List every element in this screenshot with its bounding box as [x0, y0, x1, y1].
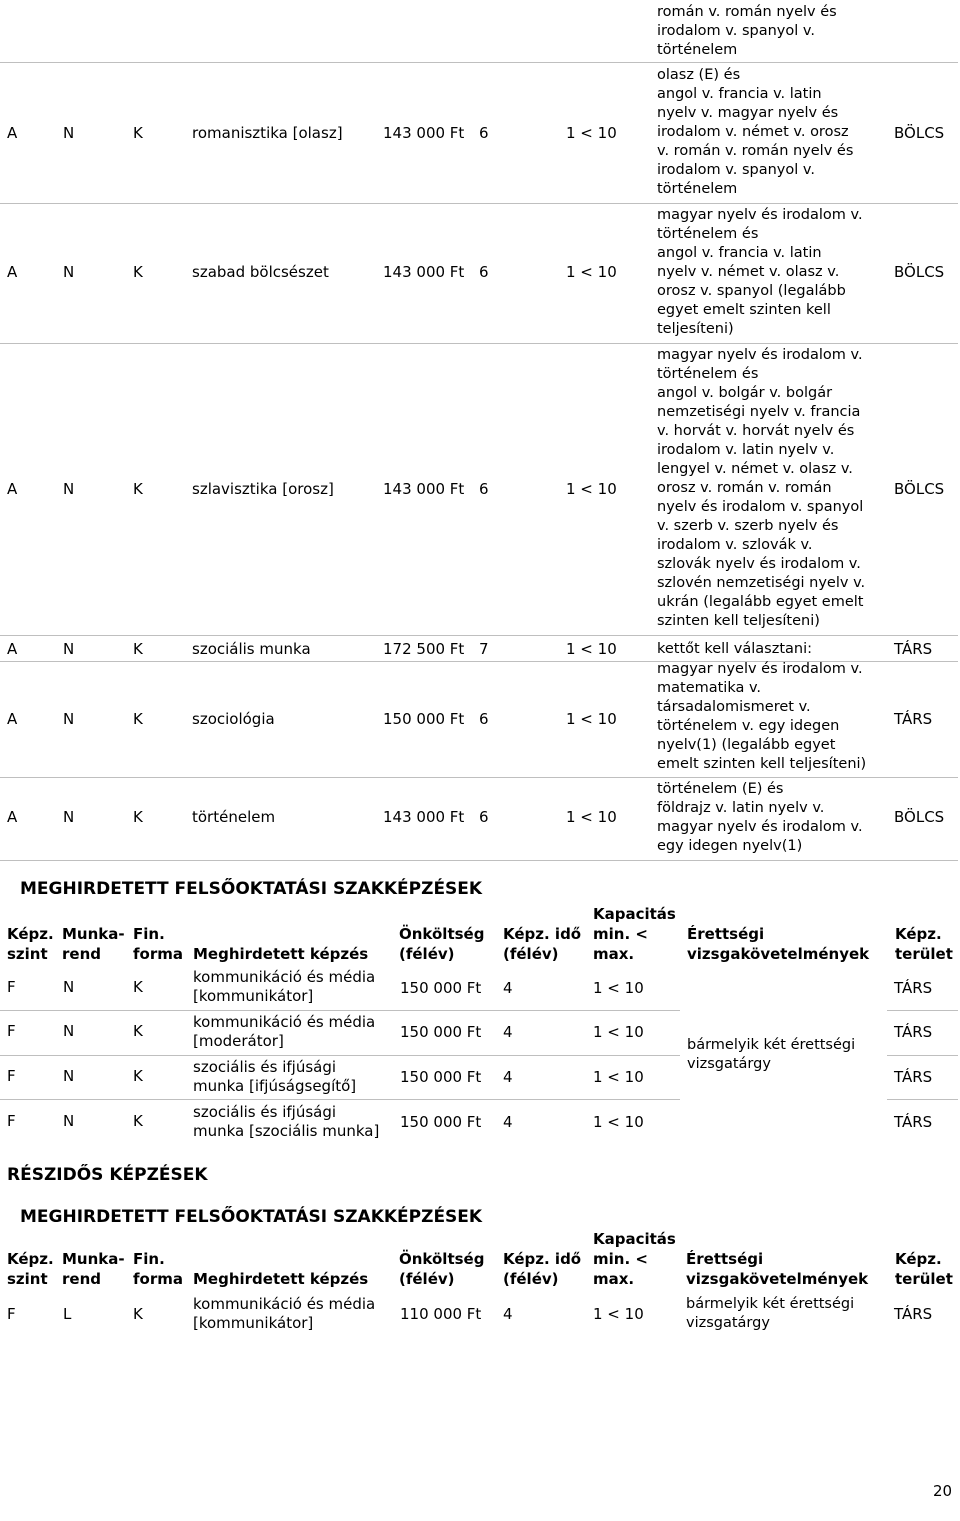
row-divider: [887, 1010, 958, 1011]
cell-szint: A: [7, 263, 18, 281]
cell-time: 6: [479, 480, 489, 498]
header-capacity: Kapacitás min. < max.: [593, 1230, 676, 1288]
cell-capacity: 1 < 10: [566, 710, 617, 728]
cell-requirements: bármelyik két érettségi vizsgatárgy: [686, 1296, 855, 1331]
cell-time: 6: [479, 808, 489, 826]
row-divider: [0, 203, 958, 204]
cell-fin: K: [133, 263, 143, 281]
cell-fin: K: [133, 808, 143, 826]
cell-fin: K: [133, 1067, 143, 1085]
header-munkarend: Munka- rend: [62, 925, 125, 963]
header-szint: Képz. szint: [7, 1250, 54, 1288]
cell-cost: 150 000 Ft: [383, 710, 465, 728]
cell-area: TÁRS: [894, 640, 933, 658]
cell-cost: 150 000 Ft: [400, 979, 482, 997]
row-divider: [0, 62, 958, 63]
cell-cost: 143 000 Ft: [383, 124, 465, 142]
cell-capacity: 1 < 10: [566, 480, 617, 498]
row-divider: [0, 635, 958, 636]
cell-program-name: történelem: [192, 808, 276, 826]
cell-munkarend: N: [63, 978, 75, 996]
cell-time: 4: [503, 1305, 513, 1323]
cell-time: 6: [479, 263, 489, 281]
cell-program-name: kommunikáció és média [kommunikátor]: [193, 1295, 376, 1332]
row-divider: [0, 1099, 680, 1100]
cell-munkarend: N: [63, 710, 75, 728]
header-area: Képz. terület: [895, 925, 953, 963]
cell-time: 4: [503, 1113, 513, 1131]
page-number: 20: [933, 1482, 953, 1500]
shared-requirements: bármelyik két érettségi vizsgatárgy: [687, 1037, 856, 1072]
cell-capacity: 1 < 10: [593, 1023, 644, 1041]
section-title: MEGHIRDETETT FELSŐOKTATÁSI SZAKKÉPZÉSEK: [20, 1207, 483, 1227]
cell-program-name: szabad bölcsészet: [192, 263, 329, 281]
cell-szint: F: [7, 1305, 16, 1323]
header-cost: Önköltség (félév): [399, 925, 485, 963]
cell-time: 7: [479, 640, 489, 658]
cell-requirements: magyar nyelv és irodalom v. történelem és angol v. francia v. latin nyelv v. német v. olasz v. orosz v. spanyol (legalább egyet emelt szinten kell teljesíteni): [657, 207, 863, 337]
cell-cost: 150 000 Ft: [400, 1068, 482, 1086]
header-program: Meghirdetett képzés: [193, 1270, 369, 1288]
cell-munkarend: N: [63, 124, 75, 142]
cell-time: 4: [503, 979, 513, 997]
cell-area: BÖLCS: [894, 124, 945, 142]
header-time: Képz. idő (félév): [503, 1250, 582, 1288]
cell-munkarend: N: [63, 1067, 75, 1085]
row-divider: [887, 1055, 958, 1056]
row-divider: [0, 1010, 680, 1011]
header-fin: Fin. forma: [133, 925, 183, 963]
cell-time: 6: [479, 124, 489, 142]
cell-szint: A: [7, 640, 18, 658]
header-program: Meghirdetett képzés: [193, 945, 369, 963]
header-fin: Fin. forma: [133, 1250, 183, 1288]
cell-munkarend: N: [63, 1112, 75, 1130]
cell-cost: 110 000 Ft: [400, 1305, 482, 1323]
cell-szint: A: [7, 480, 18, 498]
cell-capacity: 1 < 10: [593, 1068, 644, 1086]
header-cost: Önköltség (félév): [399, 1250, 485, 1288]
cell-fin: K: [133, 1112, 143, 1130]
cell-program-name: kommunikáció és média [kommunikátor]: [193, 968, 376, 1005]
cell-szint: F: [7, 1067, 16, 1085]
cell-area: TÁRS: [894, 710, 933, 728]
section-title: MEGHIRDETETT FELSŐOKTATÁSI SZAKKÉPZÉSEK: [20, 879, 483, 899]
row-divider: [0, 860, 958, 861]
cell-fin: K: [133, 480, 143, 498]
cell-munkarend: N: [63, 1022, 75, 1040]
cell-requirements: kettőt kell választani:: [657, 641, 813, 657]
cell-area: TÁRS: [894, 1113, 933, 1131]
cell-cost: 150 000 Ft: [400, 1023, 482, 1041]
header-munkarend: Munka- rend: [62, 1250, 125, 1288]
cell-program-name: szociális munka: [192, 640, 311, 658]
cell-capacity: 1 < 10: [566, 808, 617, 826]
cell-area: TÁRS: [894, 1305, 933, 1323]
cell-cost: 150 000 Ft: [400, 1113, 482, 1131]
cell-capacity: 1 < 10: [566, 640, 617, 658]
cell-szint: F: [7, 978, 16, 996]
prev-row-requirements: román v. román nyelv és irodalom v. spanyol v. történelem: [657, 4, 837, 58]
cell-requirements: magyar nyelv és irodalom v. matematika v. társadalomismeret v. történelem v. egy idegen nyelv(1) (legalább egyet emelt szinten kell teljesíteni): [657, 661, 867, 772]
cell-time: 4: [503, 1023, 513, 1041]
cell-program-name: szociológia: [192, 710, 275, 728]
cell-program-name: kommunikáció és média [moderátor]: [193, 1013, 376, 1050]
header-capacity: Kapacitás min. < max.: [593, 905, 676, 963]
cell-capacity: 1 < 10: [593, 1305, 644, 1323]
cell-munkarend: L: [63, 1305, 72, 1323]
cell-program-name: romanisztika [olasz]: [192, 124, 343, 142]
cell-area: TÁRS: [894, 1068, 933, 1086]
cell-cost: 143 000 Ft: [383, 480, 465, 498]
cell-time: 6: [479, 710, 489, 728]
cell-program-name: szociális és ifjúsági munka [ifjúságsegítő]: [193, 1058, 357, 1095]
cell-munkarend: N: [63, 480, 75, 498]
cell-program-name: szlavisztika [orosz]: [192, 480, 334, 498]
cell-szint: A: [7, 710, 18, 728]
cell-requirements: történelem (E) és földrajz v. latin nyelv v. magyar nyelv és irodalom v. egy idegen nyelv(1): [657, 781, 863, 854]
cell-munkarend: N: [63, 640, 75, 658]
part-time-title: RÉSZIDŐS KÉPZÉSEK: [7, 1165, 208, 1185]
cell-area: BÖLCS: [894, 808, 945, 826]
header-requirements: Érettségi vizsgakövetelmények: [687, 925, 870, 963]
cell-capacity: 1 < 10: [593, 979, 644, 997]
row-divider: [0, 343, 958, 344]
cell-szint: F: [7, 1022, 16, 1040]
cell-capacity: 1 < 10: [593, 1113, 644, 1131]
cell-cost: 143 000 Ft: [383, 808, 465, 826]
row-divider: [887, 1099, 958, 1100]
cell-area: BÖLCS: [894, 263, 945, 281]
cell-capacity: 1 < 10: [566, 263, 617, 281]
cell-capacity: 1 < 10: [566, 124, 617, 142]
cell-fin: K: [133, 1022, 143, 1040]
cell-area: TÁRS: [894, 1023, 933, 1041]
header-requirements: Érettségi vizsgakövetelmények: [686, 1250, 869, 1288]
header-area: Képz. terület: [895, 1250, 953, 1288]
cell-munkarend: N: [63, 263, 75, 281]
cell-szint: A: [7, 124, 18, 142]
row-divider: [0, 777, 958, 778]
cell-fin: K: [133, 710, 143, 728]
header-szint: Képz. szint: [7, 925, 54, 963]
cell-time: 4: [503, 1068, 513, 1086]
cell-cost: 172 500 Ft: [383, 640, 465, 658]
cell-program-name: szociális és ifjúsági munka [szociális munka]: [193, 1103, 380, 1140]
cell-requirements: magyar nyelv és irodalom v. történelem és angol v. bolgár v. bolgár nemzetiségi nyelv v. francia v. horvát v. horvát nyelv és irodalom v. latin nyelv v. lengyel v. német v. olasz v. orosz v. román v. román nyelv és irodalom v. spanyol v. szerb v. szerb nyelv és irodalom v. szlovák v. szlovák nyelv és irodalom v. szlovén nemzetiségi nyelv v. ukrán (legalább egyet emelt szinten kell teljesíteni): [657, 347, 866, 629]
cell-area: TÁRS: [894, 979, 933, 997]
cell-fin: K: [133, 640, 143, 658]
row-divider: [0, 1055, 680, 1056]
cell-cost: 143 000 Ft: [383, 263, 465, 281]
cell-fin: K: [133, 978, 143, 996]
cell-requirements: olasz (E) és angol v. francia v. latin nyelv v. magyar nyelv és irodalom v. német v. orosz v. román v. román nyelv és irodalom v. spanyol v. történelem: [657, 67, 854, 197]
cell-szint: A: [7, 808, 18, 826]
cell-munkarend: N: [63, 808, 75, 826]
cell-fin: K: [133, 1305, 143, 1323]
header-time: Képz. idő (félév): [503, 925, 582, 963]
cell-fin: K: [133, 124, 143, 142]
cell-szint: F: [7, 1112, 16, 1130]
cell-area: BÖLCS: [894, 480, 945, 498]
